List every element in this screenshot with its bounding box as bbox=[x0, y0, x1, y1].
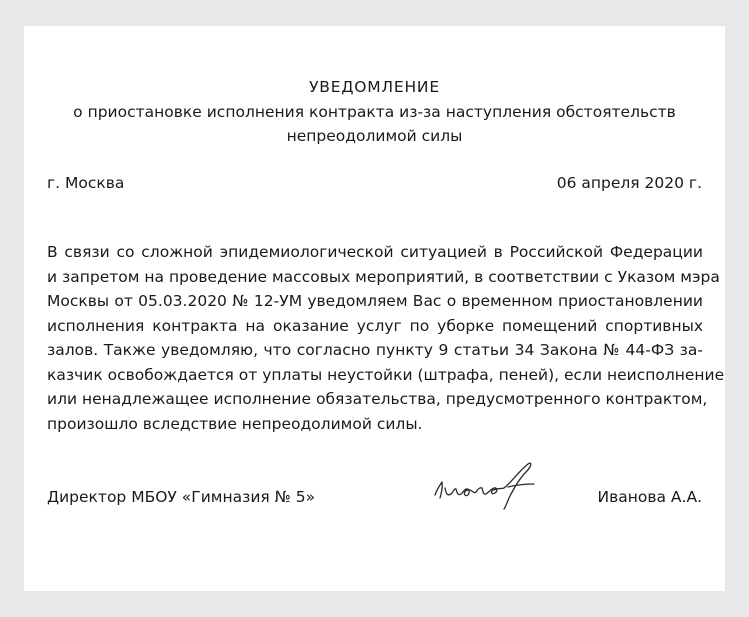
document-subtitle bbox=[24, 100, 725, 148]
signer-name: Иванова А.А. bbox=[597, 488, 702, 506]
body-line: произошло вследствие непреодолимой силы. bbox=[47, 414, 423, 433]
body-line: исполнения контракта на оказание услуг по уборке помещений спортивных bbox=[47, 316, 703, 335]
body-line: и запретом на проведение массовых мероприятий, в соответствии с Указом мэра bbox=[47, 267, 720, 286]
document-title: УВЕДОМЛЕНИЕ bbox=[309, 78, 440, 96]
subtitle-line: непреодолимой силы bbox=[286, 127, 463, 145]
body-line: В связи со сложной эпидемиологической ситуацией в Российской Федерации bbox=[47, 243, 703, 261]
notice-body bbox=[47, 240, 725, 436]
signer-position: Директор МБОУ «Гимназия № 5» bbox=[47, 488, 316, 506]
city-label: г. Москва bbox=[47, 174, 125, 192]
body-line: казчик освобождается от уплаты неустойки (штрафа, пеней), если неисполнение bbox=[47, 365, 725, 384]
document-date: 06 апреля 2020 г. bbox=[556, 174, 702, 192]
document-page bbox=[24, 26, 725, 591]
body-line: или ненадлежащее исполнение обязательства, предусмотренного контрактом, bbox=[47, 390, 708, 408]
subtitle-line: о приостановке исполнения контракта из-за наступления обстоятельств bbox=[73, 103, 676, 121]
body-line: залов. Также уведомляю, что согласно пункту 9 статьи 34 Закона № 44-ФЗ за- bbox=[47, 341, 703, 359]
handwritten-signature bbox=[428, 458, 540, 512]
body-line: Москвы от 05.03.2020 № 12-УМ уведомляем Вас о временном приостановлении bbox=[47, 292, 703, 310]
